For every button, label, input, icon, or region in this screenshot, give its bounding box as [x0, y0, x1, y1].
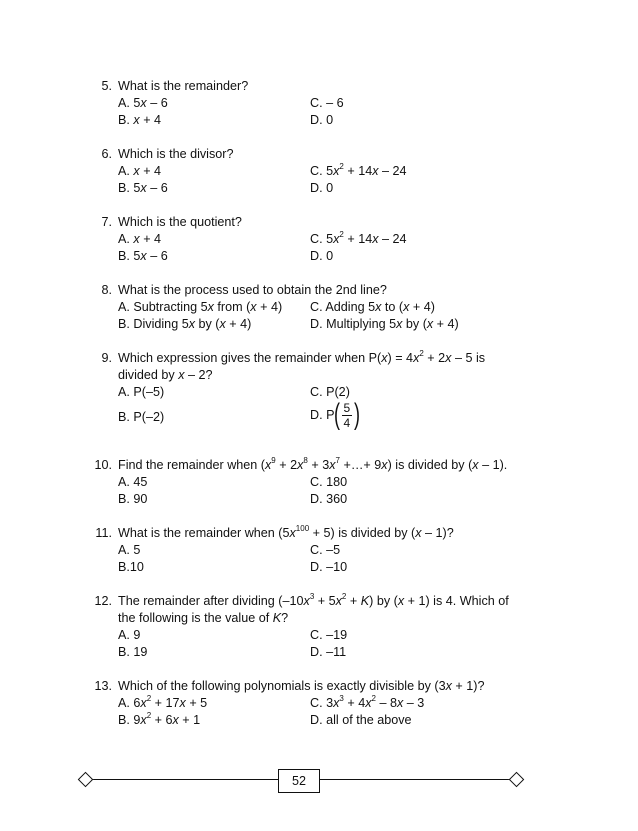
- option-b: B. $9x^2 + 6x + 1$: [118, 710, 201, 727]
- option-c: C. –19: [310, 628, 348, 642]
- question-10: [0, 455, 638, 474]
- option-a: A. x + 4: [118, 232, 162, 246]
- question-stem: What is the remainder when $(5x^{100} + 5)$ is divided by (x – 1)?: [118, 523, 454, 540]
- option-b: B. x + 4: [118, 113, 162, 127]
- question-number: 8.: [101, 283, 112, 297]
- question-number: 10.: [94, 458, 112, 472]
- question-number: 5.: [101, 79, 112, 93]
- footer-rule-right: [319, 779, 515, 780]
- option-d: D. 0: [310, 181, 334, 195]
- question-stem-continued: divided by x – 2?: [118, 368, 213, 382]
- question-stem: What is the process used to obtain the 2nd line?: [118, 283, 387, 297]
- question-number: 13.: [94, 679, 112, 693]
- diamond-left-icon: [78, 772, 94, 788]
- option-d: D. all of the above: [310, 713, 412, 727]
- option-c: C. 180: [310, 475, 348, 489]
- question-stem: Which of the following polynomials is exactly divisible by (3x + 1)?: [118, 679, 485, 693]
- question-7: [0, 215, 638, 231]
- option-b: B. Dividing 5x by (x + 4): [118, 317, 252, 331]
- question-8: [0, 283, 638, 299]
- option-a: A. x + 4: [118, 164, 162, 178]
- option-a: A. 5x – 6: [118, 96, 168, 110]
- question-stem: What is the remainder?: [118, 79, 249, 93]
- option-d: D. Multiplying 5x by (x + 4): [310, 317, 459, 331]
- option-d: D. –10: [310, 560, 348, 574]
- option-a: A. 9: [118, 628, 141, 642]
- option-a: A. 45: [118, 475, 148, 489]
- question-12: [0, 591, 638, 610]
- option-b: B. P(–2): [118, 410, 165, 424]
- option-b: B. 90: [118, 492, 148, 506]
- question-stem: Find the remainder when ($x^9 + 2x^8 + 3x^7$ +…+ 9x) is divided by (x – 1).: [118, 455, 508, 472]
- question-number: 9.: [101, 351, 112, 365]
- question-stem: The remainder after dividing $(-10x^3 + 5x^2 + K)$ by (x + 1) is 4. Which of: [118, 591, 509, 608]
- option-c: C. – 6: [310, 96, 344, 110]
- question-13: [0, 679, 638, 695]
- option-b: B. 19: [118, 645, 148, 659]
- option-a: A. Subtracting 5x from (x + 4): [118, 300, 283, 314]
- question-5: [0, 79, 638, 95]
- footer-rule-left: [87, 779, 278, 780]
- option-c: C. $5x^2 + 14x - 24$: [310, 161, 407, 178]
- page-number: 52: [278, 769, 320, 793]
- option-a: A. 5: [118, 543, 141, 557]
- option-d: D. 0: [310, 113, 334, 127]
- question-stem: Which is the divisor?: [118, 147, 234, 161]
- question-stem: Which is the quotient?: [118, 215, 242, 229]
- question-number: 7.: [101, 215, 112, 229]
- option-d: D. –11: [310, 645, 347, 659]
- option-a: A. $6x^2 + 17x + 5$: [118, 693, 208, 710]
- option-b: B.10: [118, 560, 144, 574]
- option-d: D. 360: [310, 492, 348, 506]
- fraction: $\frac{5}{4}$: [343, 400, 351, 430]
- diamond-right-icon: [509, 772, 525, 788]
- question-6: [0, 147, 638, 163]
- option-c: C. $3x^3 + 4x^2 - 8x - 3$: [310, 693, 425, 710]
- option-b: B. 5x – 6: [118, 181, 168, 195]
- option-d: D. P( $\frac{5}{4}$ ): [310, 398, 361, 431]
- question-9: [0, 348, 638, 367]
- option-c: C. $5x^2 + 14x - 24$: [310, 229, 407, 246]
- option-b: B. 5x – 6: [118, 249, 168, 263]
- option-a: A. P(–5): [118, 385, 165, 399]
- question-number: 11.: [95, 526, 112, 540]
- option-c: C. Adding 5x to (x + 4): [310, 300, 435, 314]
- question-11: [0, 523, 638, 542]
- option-d: D. 0: [310, 249, 334, 263]
- question-number: 6.: [101, 147, 112, 161]
- question-stem: Which expression gives the remainder when $P(x) = 4x^2 + 2x - 5$ is: [118, 348, 486, 365]
- question-stem-continued: the following is the value of K?: [118, 611, 289, 625]
- option-c: C. P(2): [310, 385, 350, 399]
- option-c: C. –5: [310, 543, 341, 557]
- question-number: 12.: [94, 594, 112, 608]
